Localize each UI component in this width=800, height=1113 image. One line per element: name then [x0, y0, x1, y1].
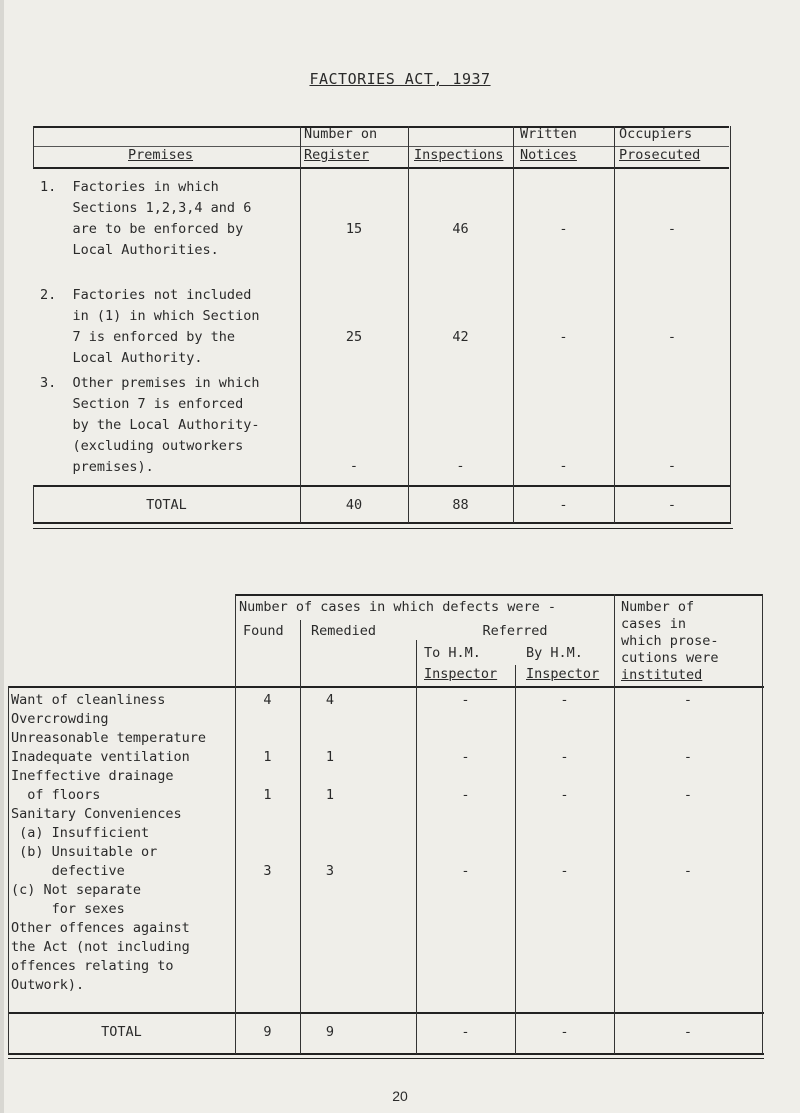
defect-label: (b) Unsuitable or: [11, 844, 158, 860]
prosecuted-value: -: [667, 329, 677, 345]
prosecuted-value: -: [667, 458, 677, 474]
header-remedied: Remedied: [311, 623, 377, 639]
total-inspections: 88: [452, 497, 469, 513]
to-hm-value: -: [461, 863, 470, 879]
register-value: 25: [345, 329, 363, 345]
by-hm-value: -: [560, 692, 569, 708]
notices-value: -: [559, 221, 568, 237]
defect-label: Other offences against: [11, 920, 190, 936]
found-value: 3: [263, 863, 272, 879]
defect-label: Unreasonable temperature: [11, 730, 207, 746]
defect-label: Sanitary Conveniences: [11, 806, 182, 822]
defect-label: Ineffective drainage: [11, 768, 174, 784]
defect-label: Want of cleanliness: [11, 692, 166, 708]
page-number: 20: [392, 1088, 408, 1104]
prosecutions-value: -: [683, 749, 693, 765]
total-notices: -: [559, 497, 568, 513]
row-label-line: premises).: [40, 459, 154, 475]
total-prosecuted: -: [667, 497, 677, 513]
remedied-value: 4: [325, 692, 335, 708]
defect-label: (c) Not separate: [11, 882, 142, 898]
header-prosecutions-line4: cutions were: [621, 650, 719, 666]
total-by-hm: -: [560, 1024, 569, 1040]
found-value: 4: [263, 692, 272, 708]
header-prosecutions-line2: cases in: [621, 616, 687, 632]
header-referred: Referred: [482, 623, 548, 639]
total-label: TOTAL: [146, 497, 187, 513]
to-hm-value: -: [461, 692, 470, 708]
register-value: -: [349, 458, 359, 474]
by-hm-value: -: [560, 787, 569, 803]
prosecutions-value: -: [683, 787, 693, 803]
remedied-value: 1: [325, 749, 335, 765]
prosecutions-value: -: [683, 863, 693, 879]
header-number-of-cases: Number of cases in which defects were -: [239, 599, 556, 615]
defect-label: of floors: [11, 787, 101, 803]
row-label-line: by the Local Authority-: [40, 417, 260, 433]
to-hm-value: -: [461, 787, 470, 803]
header-found: Found: [243, 623, 284, 639]
found-value: 1: [263, 787, 272, 803]
row-label-line: Local Authorities.: [40, 242, 219, 258]
header-register-line2: Register: [304, 147, 370, 163]
prosecuted-value: -: [667, 221, 677, 237]
defect-label: (a) Insufficient: [11, 825, 150, 841]
by-hm-value: -: [560, 863, 569, 879]
total-remedied: 9: [325, 1024, 335, 1040]
total-to-hm: -: [461, 1024, 470, 1040]
defect-label: Inadequate ventilation: [11, 749, 190, 765]
remedied-value: 1: [325, 787, 335, 803]
row-label-line: in (1) in which Section: [40, 308, 260, 324]
row-label-line: are to be enforced by: [40, 221, 244, 237]
row-label-line: Sections 1,2,3,4 and 6: [40, 200, 252, 216]
total-register: 40: [345, 497, 363, 513]
inspections-value: 42: [452, 329, 469, 345]
by-hm-value: -: [560, 749, 569, 765]
register-value: 15: [345, 221, 363, 237]
page-title: FACTORIES ACT, 1937: [309, 70, 491, 88]
row-label-line: 1. Factories in which: [40, 179, 219, 195]
defect-label: defective: [11, 863, 125, 879]
header-prosecutions-line3: which prose-: [621, 633, 719, 649]
header-to-hm-line2: Inspector: [424, 666, 498, 682]
inspections-value: -: [456, 458, 465, 474]
header-prosecutions-line1: Number of: [621, 599, 695, 615]
header-inspections: Inspections: [414, 147, 504, 163]
defect-label: for sexes: [11, 901, 125, 917]
row-label-line: 2. Factories not included: [40, 287, 252, 303]
header-by-hm-line1: By H.M.: [526, 645, 583, 661]
header-register-line1: Number on: [304, 126, 378, 142]
total-label: TOTAL: [101, 1024, 142, 1040]
row-label-line: (excluding outworkers: [40, 438, 244, 454]
inspections-value: 46: [452, 221, 469, 237]
total-prosecutions: -: [683, 1024, 693, 1040]
page-edge-shadow: [0, 0, 4, 1113]
row-label-line: 7 is enforced by the: [40, 329, 236, 345]
defect-label: Overcrowding: [11, 711, 109, 727]
remedied-value: 3: [325, 863, 335, 879]
header-premises: Premises: [128, 147, 194, 163]
row-label-line: Local Authority.: [40, 350, 203, 366]
header-by-hm-line2: Inspector: [526, 666, 600, 682]
row-label-line: Section 7 is enforced: [40, 396, 244, 412]
header-to-hm-line1: To H.M.: [424, 645, 481, 661]
header-notices-line2: Notices: [520, 147, 577, 163]
defect-label: offences relating to: [11, 958, 174, 974]
header-prosecuted-line2: Prosecuted: [619, 147, 701, 163]
row-label-line: 3. Other premises in which: [40, 375, 260, 391]
to-hm-value: -: [461, 749, 470, 765]
header-notices-line1: Written: [520, 126, 577, 142]
header-prosecutions-line5: instituted: [621, 667, 703, 683]
total-found: 9: [263, 1024, 272, 1040]
defect-label: the Act (not including: [11, 939, 190, 955]
notices-value: -: [559, 329, 568, 345]
notices-value: -: [559, 458, 568, 474]
header-prosecuted-line1: Occupiers: [619, 126, 693, 142]
defect-label: Outwork).: [11, 977, 85, 993]
found-value: 1: [263, 749, 272, 765]
prosecutions-value: -: [683, 692, 693, 708]
